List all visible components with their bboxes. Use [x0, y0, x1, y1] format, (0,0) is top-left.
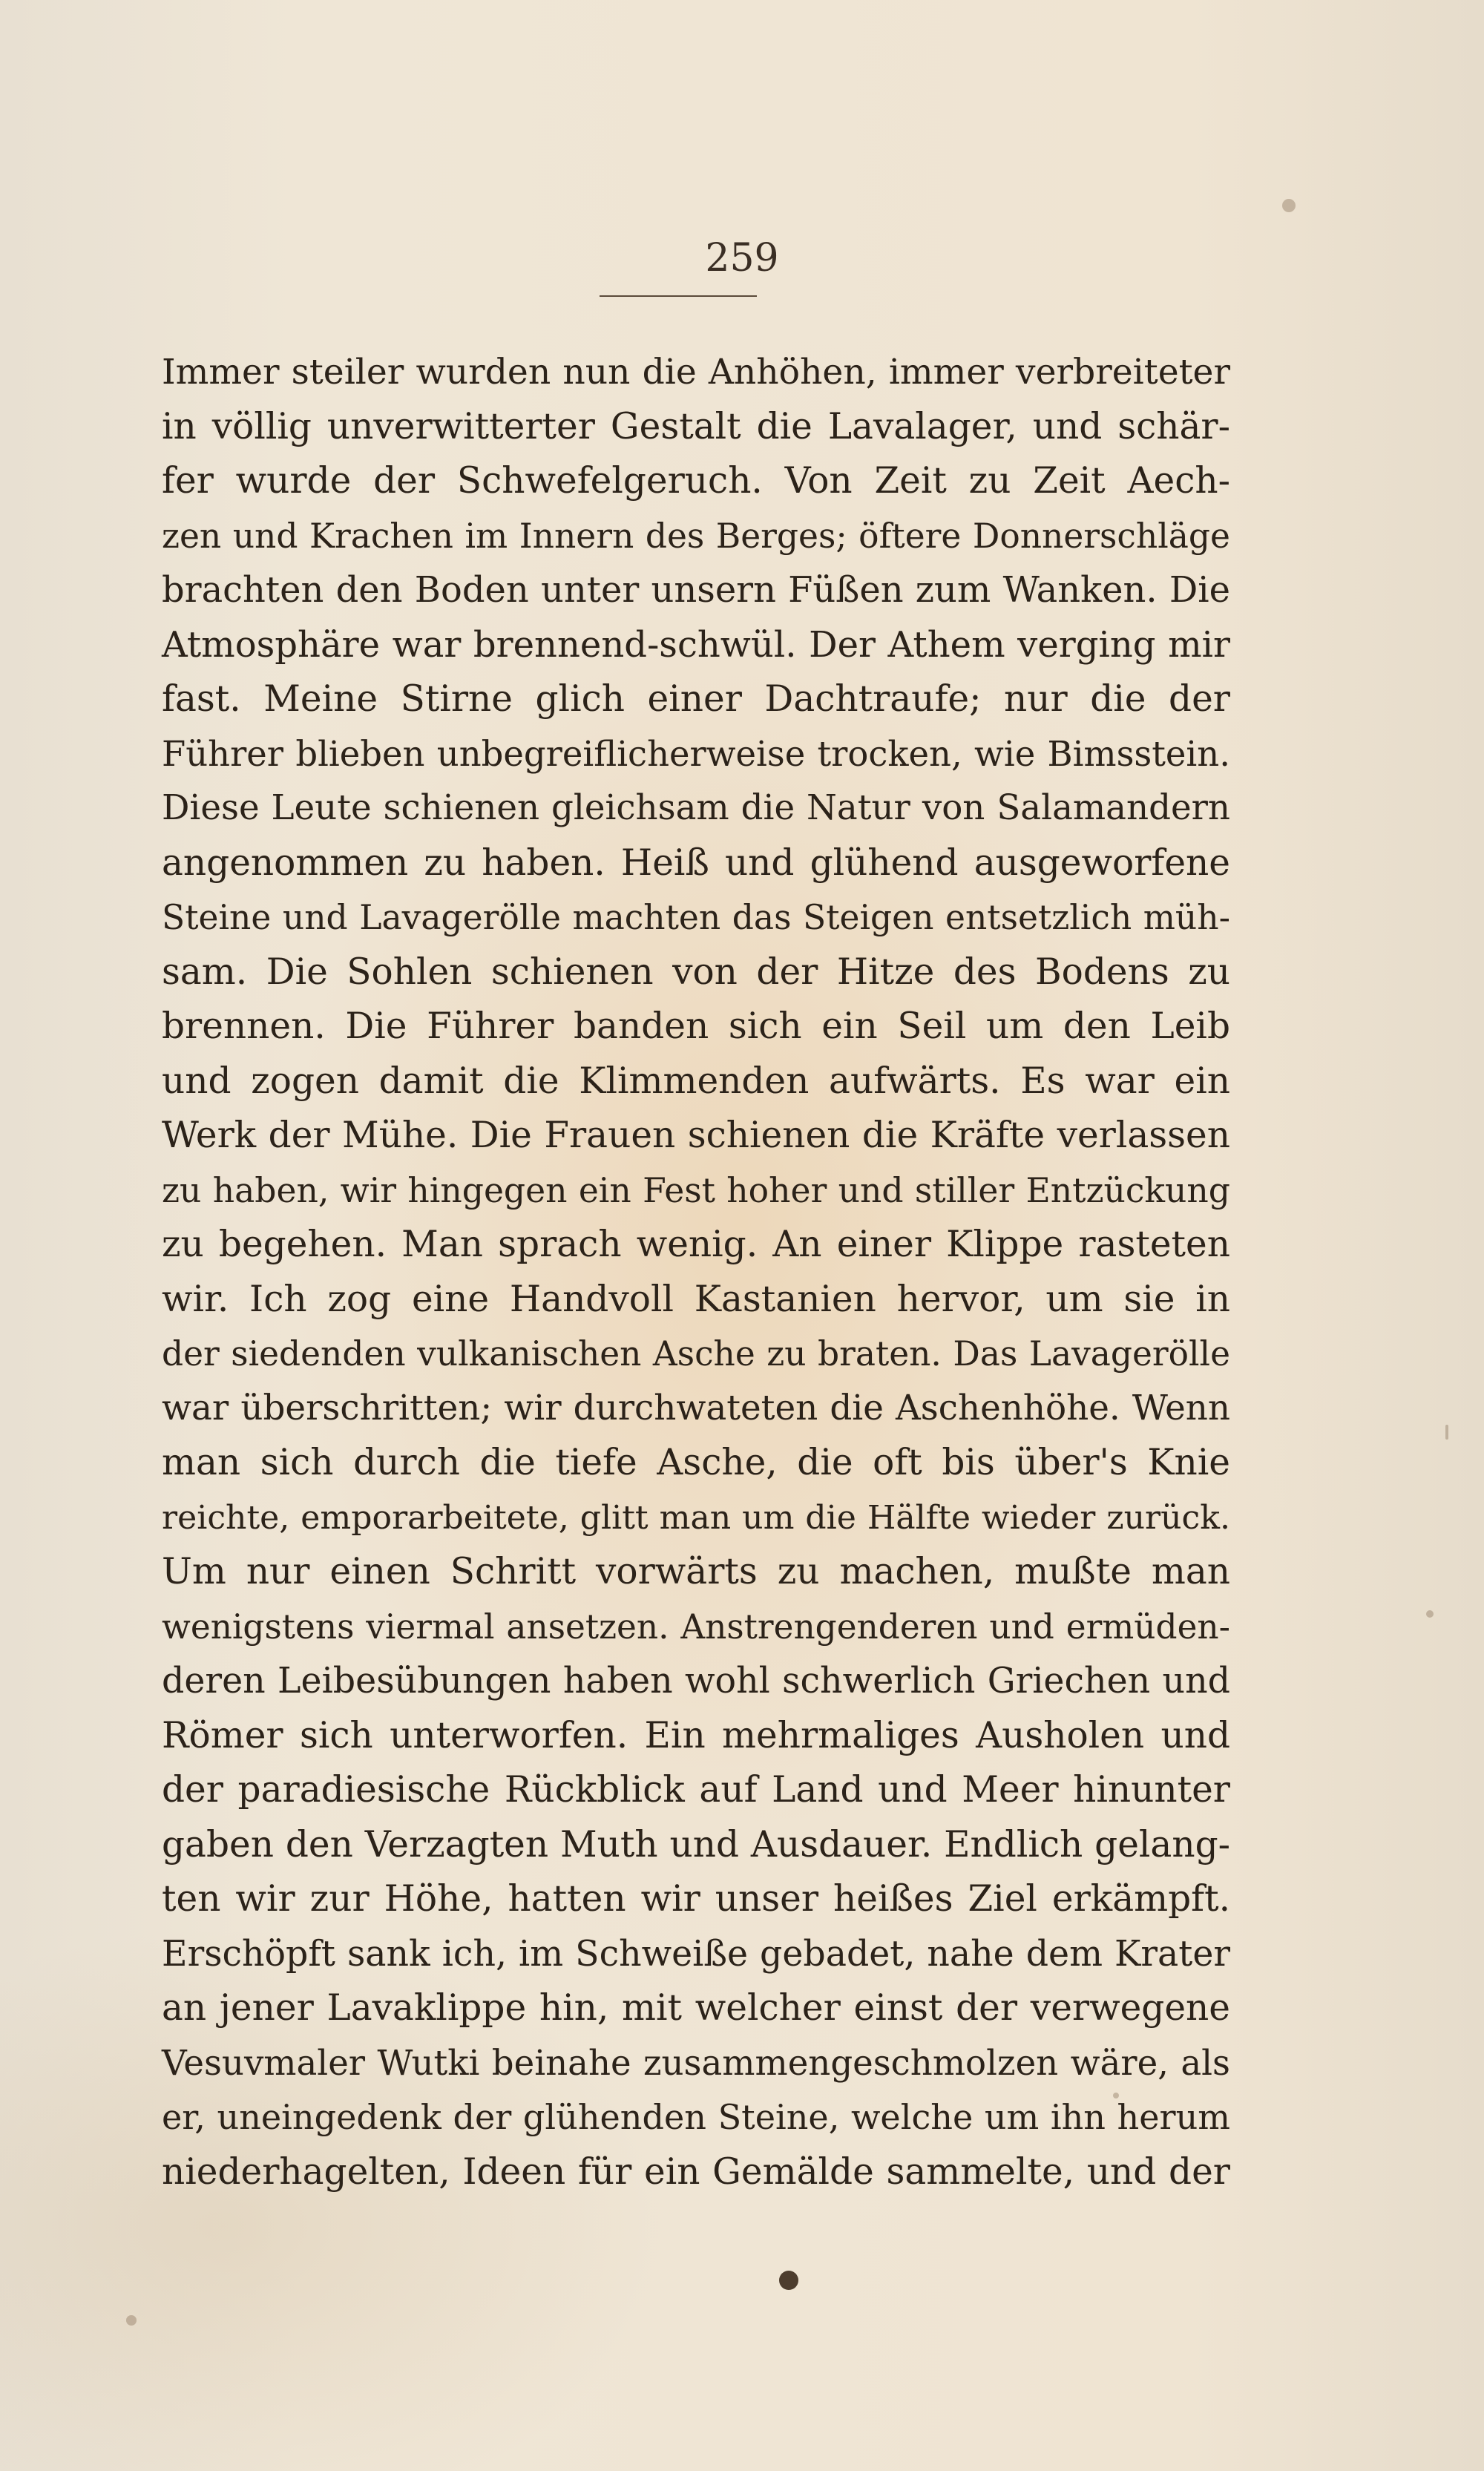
text-line: wenigstens viermal ansetzen. Anstrengenderen und ermüden- — [162, 1607, 1230, 1647]
text-line: der paradiesische Rückblick auf Land und Meer hinunter — [162, 1769, 1230, 1811]
text-line: niederhagelten, Ideen für ein Gemälde sammelte, und der — [162, 2150, 1230, 2193]
text-line: und zogen damit die Klimmenden aufwärts. Es war ein — [162, 1060, 1230, 1102]
text-line: Diese Leute schienen gleichsam die Natur von Salamandern — [162, 788, 1230, 828]
text-line: zu begehen. Man sprach wenig. An einer Klippe rasteten — [162, 1224, 1230, 1265]
text-line: er, uneingedenk der glühenden Steine, welche um ihn herum — [162, 2097, 1230, 2137]
text-line: in völlig unverwitterter Gestalt die Lavalager, und schär- — [162, 405, 1230, 447]
text-line: Steine und Lavagerölle machten das Steigen entsetzlich müh- — [162, 898, 1230, 937]
text-line: Erschöpft sank ich, im Schweiße gebadet, nahe dem Krater — [162, 1933, 1230, 1975]
page-number: 259 — [705, 236, 779, 280]
text-line: Immer steiler wurden nun die Anhöhen, immer verbreiteter — [162, 352, 1230, 393]
body-text — [162, 345, 1230, 2199]
text-line: angenommen zu haben. Heiß und glühend ausgeworfene — [162, 841, 1230, 884]
text-line: zen und Krachen im Innern des Berges; öftere Donnerschläge — [162, 516, 1230, 556]
text-line: an jener Lavaklippe hin, mit welcher einst der verwegene — [162, 1987, 1230, 2029]
signature-mark — [779, 2271, 798, 2290]
text-line: man sich durch die tiefe Asche, die oft bis über's Knie — [162, 1442, 1230, 1483]
paper-speck — [1426, 1610, 1434, 1618]
text-line: ten wir zur Höhe, hatten wir unser heißes Ziel erkämpft. — [162, 1878, 1230, 1920]
text-line: deren Leibesübungen haben wohl schwerlich Griechen und — [162, 1661, 1230, 1702]
text-line: sam. Die Sohlen schienen von der Hitze des Bodens zu — [162, 951, 1230, 993]
text-line: der siedenden vulkanischen Asche zu braten. Das Lavagerölle — [162, 1334, 1230, 1374]
text-line: Führer blieben unbegreiflicherweise trocken, wie Bimsstein. — [162, 733, 1230, 774]
header-rule — [600, 295, 757, 297]
paper-speck — [1282, 199, 1296, 212]
paper-speck — [126, 2315, 137, 2326]
text-line: Werk der Mühe. Die Frauen schienen die Kräfte verlassen — [162, 1115, 1230, 1156]
text-line: war überschritten; wir durchwateten die Aschenhöhe. Wenn — [162, 1388, 1230, 1428]
text-line: fast. Meine Stirne glich einer Dachtraufe; nur die der — [162, 678, 1230, 720]
text-line: Vesuvmaler Wutki beinahe zusammengeschmolzen wäre, als — [162, 2042, 1230, 2083]
paper-speck — [1113, 2093, 1119, 2098]
text-line: Atmosphäre war brennend-schwül. Der Athem verging mir — [162, 623, 1230, 666]
text-line: Um nur einen Schritt vorwärts zu machen, mußte man — [162, 1551, 1230, 1592]
text-line: brennen. Die Führer banden sich ein Seil um den Leib — [162, 1005, 1230, 1047]
text-line: Römer sich unterworfen. Ein mehrmaliges Ausholen und — [162, 1714, 1230, 1756]
text-line: gaben den Verzagten Muth und Ausdauer. Endlich gelang- — [162, 1823, 1230, 1865]
text-line: reichte, emporarbeitete, glitt man um die Hälfte wieder zurück. — [162, 1498, 1230, 1537]
text-line: zu haben, wir hingegen ein Fest hoher und stiller Entzückung — [162, 1170, 1230, 1210]
text-line: brachten den Boden unter unsern Füßen zum Wanken. Die — [162, 569, 1230, 611]
paper-speck — [1445, 1425, 1448, 1440]
text-line: wir. Ich zog eine Handvoll Kastanien hervor, um sie in — [162, 1278, 1230, 1320]
text-line: fer wurde der Schwefelgeruch. Von Zeit zu Zeit Aech- — [162, 460, 1230, 502]
